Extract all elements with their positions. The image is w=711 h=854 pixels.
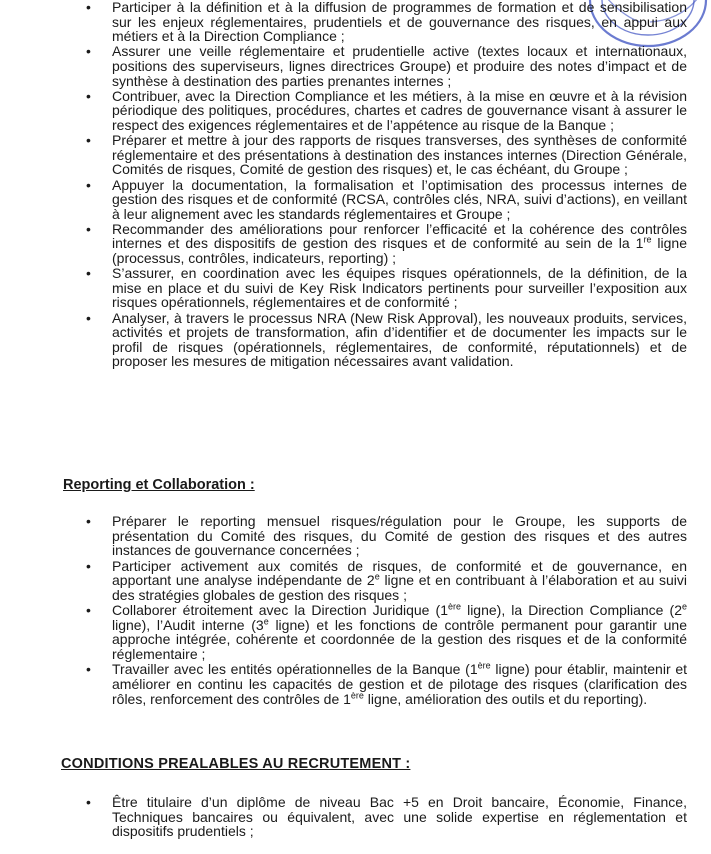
bullet-icon: • (86, 557, 91, 574)
bullet-icon: • (86, 132, 91, 149)
list-item: • Être titulaire d’un diplôme de niveau Bac +5 en Droit bancaire, Économie, Finance, Techniques bancaires ou équivalent, avec une solide expertise en réglementation et dispositifs prudentiels ; (86, 794, 687, 840)
list-item: • Travailler avec les entités opérationnelles de la Banque (1ère ligne) pour établir, maintenir et améliorer en continu les capacités de gestion et de pilotage des risques (clarification des rôles, renforcement des contrôles de 1ère ligne, amélioration des outils et du reporting). (86, 660, 687, 707)
bullet-icon: • (86, 794, 91, 810)
bullet-icon: • (86, 87, 91, 104)
reporting-list (0, 514, 711, 707)
list-item: • Préparer le reporting mensuel risques/régulation pour le Groupe, les supports de présentation du Comité des risques, du Comité de gestion des risques et des autres instances de gouvernance concernées ; (86, 513, 687, 559)
risk-responsibilities-list (0, 0, 711, 370)
list-item: • S’assurer, en coordination avec les équipes risques opérationnels, de la définition, de la mise en place et du suivi de Key Risk Indicators pertinents pour surveiller l’exposition aux risques opérationnels, réglementaires et de conformité ; (86, 265, 687, 311)
list-item: • Participer activement aux comités de risques, de conformité et de gouvernance, en apportant une analyse indépendante de 2e ligne et en contribuant à l’élaboration et au suivi des stratégies globales de gestion des risques ; (86, 557, 687, 603)
bullet-icon: • (86, 220, 91, 237)
list-item: • Recommander des améliorations pour renforcer l’efficacité et la cohérence des contrôles internes et des dispositifs de gestion des risques et de conformité au sein de la 1re ligne (processus, contrôles, indicateurs, reporting) ; (86, 220, 688, 267)
list-item: • Participer à la définition et à la diffusion de programmes de formation et de sensibilisation sur les enjeux réglementaires, prudentiels et de gouvernance des risques, en appui aux métiers et à la Direction Compliance ; (86, 0, 687, 45)
bullet-icon: • (86, 513, 91, 529)
bullet-icon: • (86, 602, 91, 619)
bullet-icon: • (86, 661, 91, 678)
list-item: • Assurer une veille réglementaire et prudentielle active (textes locaux et internationaux, positions des superviseurs, lignes directrices Groupe) et produire des notes d’impact et de synthèse à destination des parties prenantes internes ; (86, 43, 687, 89)
list-item: • Collaborer étroitement avec la Direction Juridique (1ère ligne), la Direction Compliance (2e ligne), l’Audit interne (3e ligne) et les fonctions de contrôle permanent pour garantir une approche intégrée, cohérente et coordonnée de la gestion des risques et de la conformité réglementaire ; (86, 601, 688, 662)
list-item: • Préparer et mettre à jour des rapports de risques transverses, des synthèses de conformité réglementaire et des présentations à destination des instances internes (Direction Générale, Comités de risques, Comité de gestion des risques) et, le cas échéant, du Groupe ; (86, 132, 687, 178)
bullet-icon: • (86, 0, 91, 15)
reporting-heading: Reporting et Collaboration : (63, 477, 255, 493)
conditions-heading: CONDITIONS PREALABLES AU RECRUTEMENT : (61, 756, 411, 772)
list-item: • Contribuer, avec la Direction Compliance et les métiers, à la mise en œuvre et à la révision périodique des politiques, procédures, chartes et cadres de gouvernance visant à assurer le respect des exigences réglementaires et de l’appétence au risque de la Banque ; (86, 87, 687, 133)
list-item: • Appuyer la documentation, la formalisation et l’optimisation des processus internes de gestion des risques et de conformité (RCSA, contrôles clés, NRA, suivi d’actions), en veillant à leur alignement avec les standards réglementaires et Groupe ; (86, 176, 687, 222)
bullet-icon: • (86, 43, 91, 60)
bullet-icon: • (86, 309, 91, 326)
list-item: • Analyser, à travers le processus NRA (New Risk Approval), les nouveaux produits, services, activités et projets de transformation, afin d’identifier et de documenter les impacts sur le profil de risques (opérationnels, réglementaires, de conformité, réputationnels) et de proposer les mesures de mitigation nécessaires avant validation. (86, 309, 687, 370)
conditions-list (0, 795, 711, 839)
bullet-icon: • (86, 265, 91, 282)
bullet-icon: • (86, 176, 91, 193)
